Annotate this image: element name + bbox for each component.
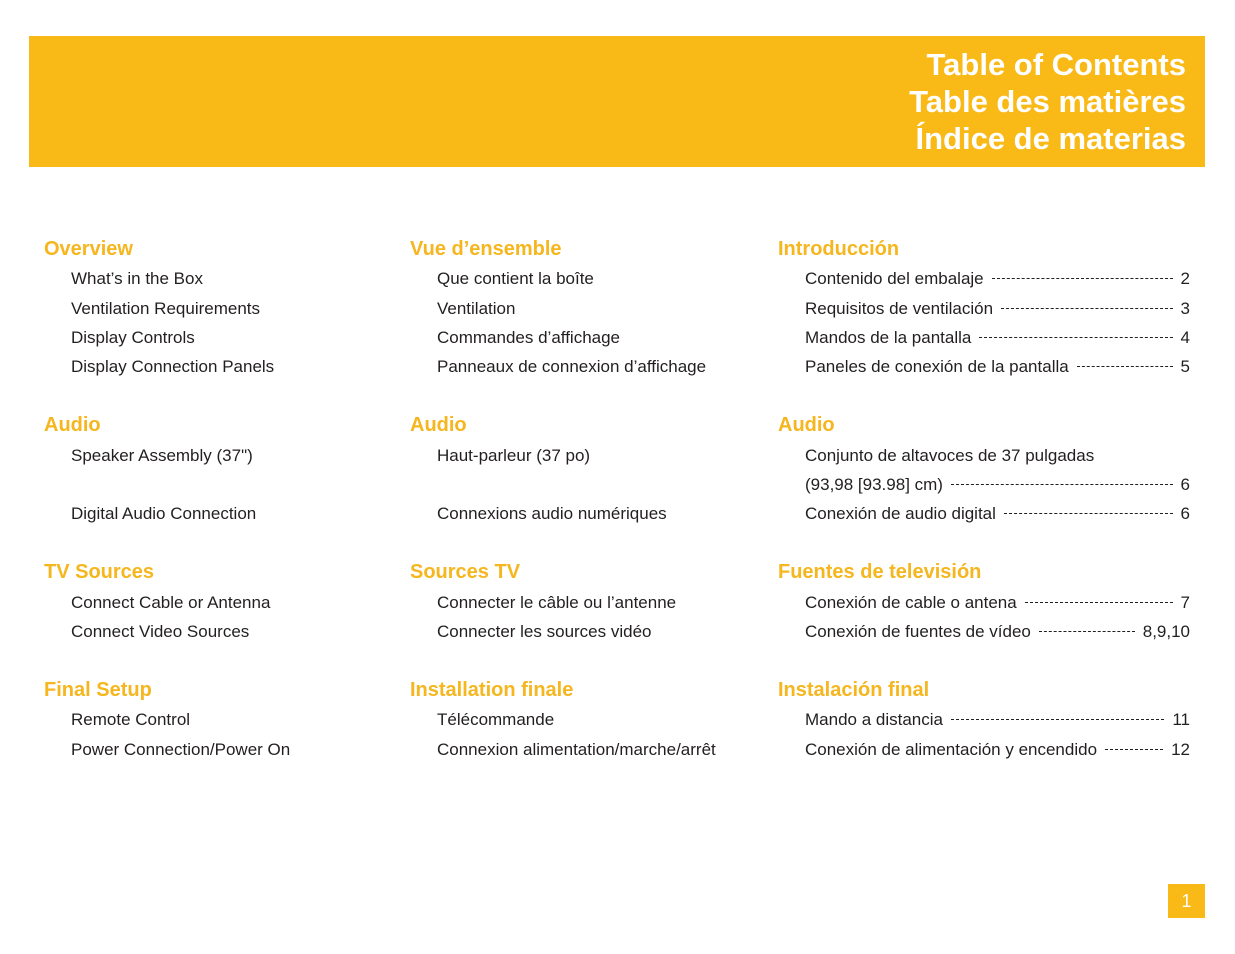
toc-entry[interactable] xyxy=(437,443,750,469)
toc-entry-label: What’s in the Box xyxy=(71,269,203,288)
dot-leader xyxy=(1025,602,1173,603)
dot-leader xyxy=(951,719,1164,720)
page-number: 2 xyxy=(1180,269,1190,288)
toc-entry[interactable] xyxy=(437,501,750,527)
toc-entry[interactable] xyxy=(805,354,1190,380)
toc-entry-label: Remote Control xyxy=(71,710,191,729)
toc-entry[interactable] xyxy=(805,737,1190,763)
toc-entry[interactable] xyxy=(437,325,750,351)
page-number: 7 xyxy=(1180,593,1190,612)
toc-entry-label: Display Controls xyxy=(71,328,195,347)
toc-entry[interactable] xyxy=(437,707,750,733)
toc-entry-label: Connexions audio numériques xyxy=(437,504,667,523)
toc-entry[interactable] xyxy=(805,296,1190,322)
title-english: Table of Contents xyxy=(926,47,1186,82)
toc-entry[interactable] xyxy=(71,325,374,351)
toc-entry[interactable] xyxy=(437,590,750,616)
section-heading: Introducción xyxy=(778,238,900,260)
toc-entry-label: Ventilation xyxy=(437,299,516,318)
dot-leader xyxy=(951,484,1173,485)
page-number: 5 xyxy=(1180,357,1190,376)
toc-entry-label: Haut-parleur (37 po) xyxy=(437,446,591,465)
toc-entry-label: Paneles de conexión de la pantalla xyxy=(805,357,1069,376)
toc-entry[interactable] xyxy=(71,354,374,380)
section-heading: Audio xyxy=(778,414,835,436)
title-spanish: Índice de materias xyxy=(915,121,1186,156)
toc-entry[interactable] xyxy=(805,501,1190,527)
toc-entry-label: Conjunto de altavoces de 37 pulgadas xyxy=(805,446,1095,465)
toc-entry[interactable] xyxy=(71,619,374,645)
toc-entry[interactable] xyxy=(71,501,374,527)
dot-leader xyxy=(992,278,1173,279)
dot-leader xyxy=(1105,749,1163,750)
toc-entry-label: Conexión de fuentes de vídeo xyxy=(805,622,1031,641)
toc-entry[interactable] xyxy=(71,296,374,322)
section-heading: Vue d’ensemble xyxy=(410,238,562,260)
toc-entry[interactable] xyxy=(805,325,1190,351)
title-banner xyxy=(29,36,1205,167)
dot-leader xyxy=(1001,308,1172,309)
toc-entry-label: Connexion alimentation/marche/arrêt xyxy=(437,740,716,759)
section-heading: Fuentes de televisión xyxy=(778,561,982,583)
section-heading: Installation finale xyxy=(410,679,574,701)
dot-leader xyxy=(979,337,1172,338)
toc-entry-label: Requisitos de ventilación xyxy=(805,299,994,318)
toc-entry-label: Que contient la boîte xyxy=(437,269,594,288)
section-heading: Overview xyxy=(44,238,133,260)
toc-entry[interactable] xyxy=(805,472,1190,498)
toc-titles xyxy=(909,46,1186,157)
page-number: 12 xyxy=(1171,740,1190,759)
toc-entry-label: Connecter les sources vidéo xyxy=(437,622,652,641)
dot-leader xyxy=(1077,366,1173,367)
page-number: 3 xyxy=(1180,299,1190,318)
toc-entry[interactable] xyxy=(437,354,750,380)
page-number: 4 xyxy=(1180,328,1190,347)
toc-entry-label: Connect Video Sources xyxy=(71,622,250,641)
toc-entry[interactable] xyxy=(805,707,1190,733)
toc-entry-label: Commandes d’affichage xyxy=(437,328,621,347)
dot-leader xyxy=(1004,513,1173,514)
toc-entry-label: Ventilation Requirements xyxy=(71,299,261,318)
toc-entry[interactable] xyxy=(71,590,374,616)
toc-entry-label: Display Connection Panels xyxy=(71,357,275,376)
page-number: 6 xyxy=(1180,475,1190,494)
title-french: Table des matières xyxy=(909,84,1186,119)
toc-entry[interactable] xyxy=(805,443,1190,469)
toc-entry-label: Contenido del embalaje xyxy=(805,269,984,288)
page-number: 8,9,10 xyxy=(1142,622,1190,641)
toc-entry[interactable] xyxy=(805,266,1190,292)
toc-entry-label: Power Connection/Power On xyxy=(71,740,291,759)
toc-entry-label: Conexión de cable o antena xyxy=(805,593,1017,612)
section-heading: Audio xyxy=(44,414,101,436)
section-heading: Instalación final xyxy=(778,679,930,701)
toc-entry[interactable] xyxy=(437,737,750,763)
toc-entry[interactable] xyxy=(71,737,374,763)
page-number: 6 xyxy=(1180,504,1190,523)
toc-entry-label: Conexión de audio digital xyxy=(805,504,996,523)
toc-entry[interactable] xyxy=(437,296,750,322)
section-heading: Final Setup xyxy=(44,679,152,701)
toc-entry[interactable] xyxy=(71,443,374,469)
section-heading: Sources TV xyxy=(410,561,521,583)
toc-entry-label: Digital Audio Connection xyxy=(71,504,257,523)
toc-entry[interactable] xyxy=(71,266,374,292)
toc-entry-label: Connect Cable or Antenna xyxy=(71,593,271,612)
toc-entry-label: Mandos de la pantalla xyxy=(805,328,972,347)
toc-entry-label: Télécommande xyxy=(437,710,555,729)
toc-entry[interactable] xyxy=(437,619,750,645)
toc-entry-label: Panneaux de connexion d’affichage xyxy=(437,357,707,376)
toc-entry[interactable] xyxy=(805,619,1190,645)
section-heading: Audio xyxy=(410,414,467,436)
toc-entry[interactable] xyxy=(71,707,374,733)
toc-entry-label: (93,98 [93.98] cm) xyxy=(805,475,943,494)
page-number-badge: 1 xyxy=(1168,884,1205,918)
toc-entry-label: Connecter le câble ou l’antenne xyxy=(437,593,677,612)
section-heading: TV Sources xyxy=(44,561,155,583)
toc-entry[interactable] xyxy=(437,266,750,292)
page-number: 11 xyxy=(1172,710,1190,729)
toc-entry-label: Speaker Assembly (37") xyxy=(71,446,253,465)
toc-entry-label: Conexión de alimentación y encendido xyxy=(805,740,1098,759)
toc-entry[interactable] xyxy=(805,590,1190,616)
dot-leader xyxy=(1039,631,1135,632)
toc-entry-label: Mando a distancia xyxy=(805,710,943,729)
